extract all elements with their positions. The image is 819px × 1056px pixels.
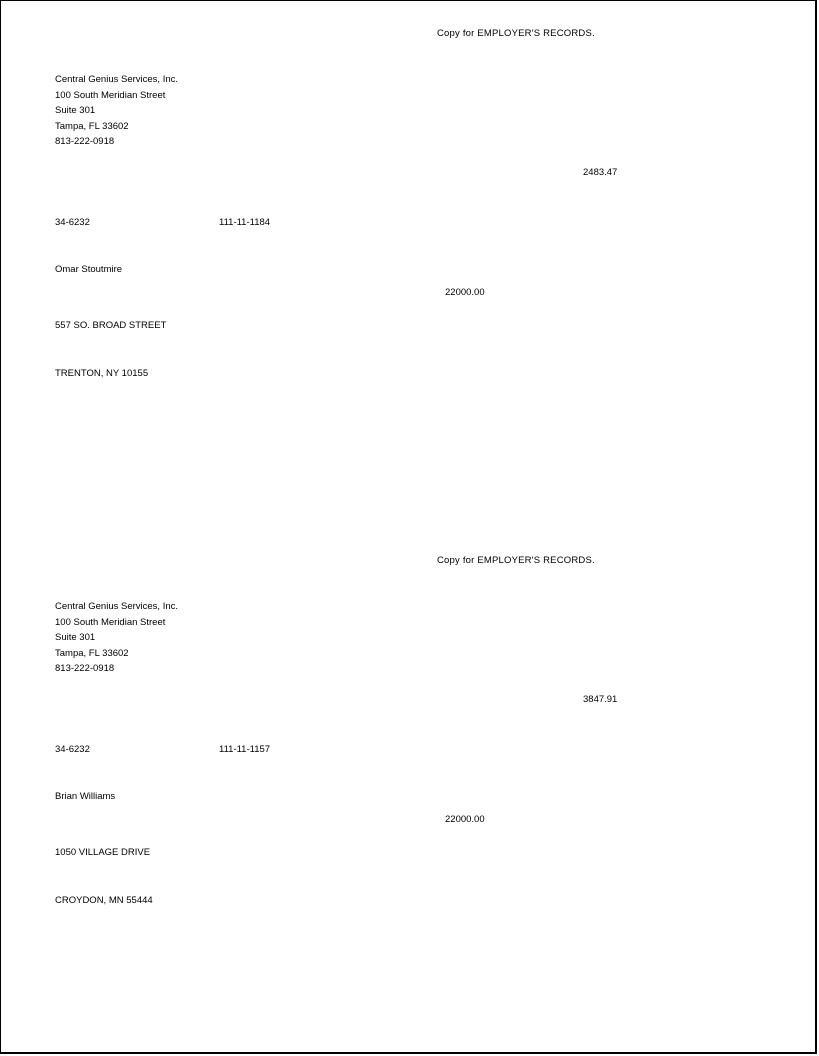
employee-ssn: 111-11-1157 [219,744,271,755]
employer-address-line-1: 100 South Meridian Street [55,616,166,628]
employer-address-line-1: 100 South Meridian Street [55,89,166,101]
wages-amount: 22000.00 [445,814,485,825]
form-copy-2 [0,527,819,1055]
employer-address-line-2: Suite 301 [55,105,96,116]
withheld-amount: 2483.47 [583,167,618,178]
copy-label: Copy for EMPLOYER'S RECORDS. [437,28,595,39]
employer-block [55,599,178,677]
employer-block [55,72,178,150]
copy-label: Copy for EMPLOYER'S RECORDS. [437,555,595,566]
employee-street: 1050 VILLAGE DRIVE [55,847,151,858]
employer-phone: 813-222-0918 [55,663,115,674]
employer-name: Central Genius Services, Inc. [55,74,179,85]
employee-street: 557 SO. BROAD STREET [55,320,167,331]
employer-name: Central Genius Services, Inc. [55,601,179,612]
employee-city-state-zip: CROYDON, MN 55444 [55,895,153,906]
withheld-amount: 3847.91 [583,694,618,705]
employee-city-state-zip: TRENTON, NY 10155 [55,368,149,379]
wages-amount: 22000.00 [445,287,485,298]
employee-ssn: 111-11-1184 [219,217,271,228]
employer-city-state-zip: Tampa, FL 33602 [55,120,129,132]
employer-id-number: 34-6232 [55,744,90,755]
employer-phone: 813-222-0918 [55,136,115,147]
employee-name: Omar Stoutmire [55,264,123,275]
employee-name: Brian Williams [55,791,116,802]
employer-id-number: 34-6232 [55,217,90,228]
employer-address-line-2: Suite 301 [55,632,96,643]
employer-city-state-zip: Tampa, FL 33602 [55,647,129,659]
